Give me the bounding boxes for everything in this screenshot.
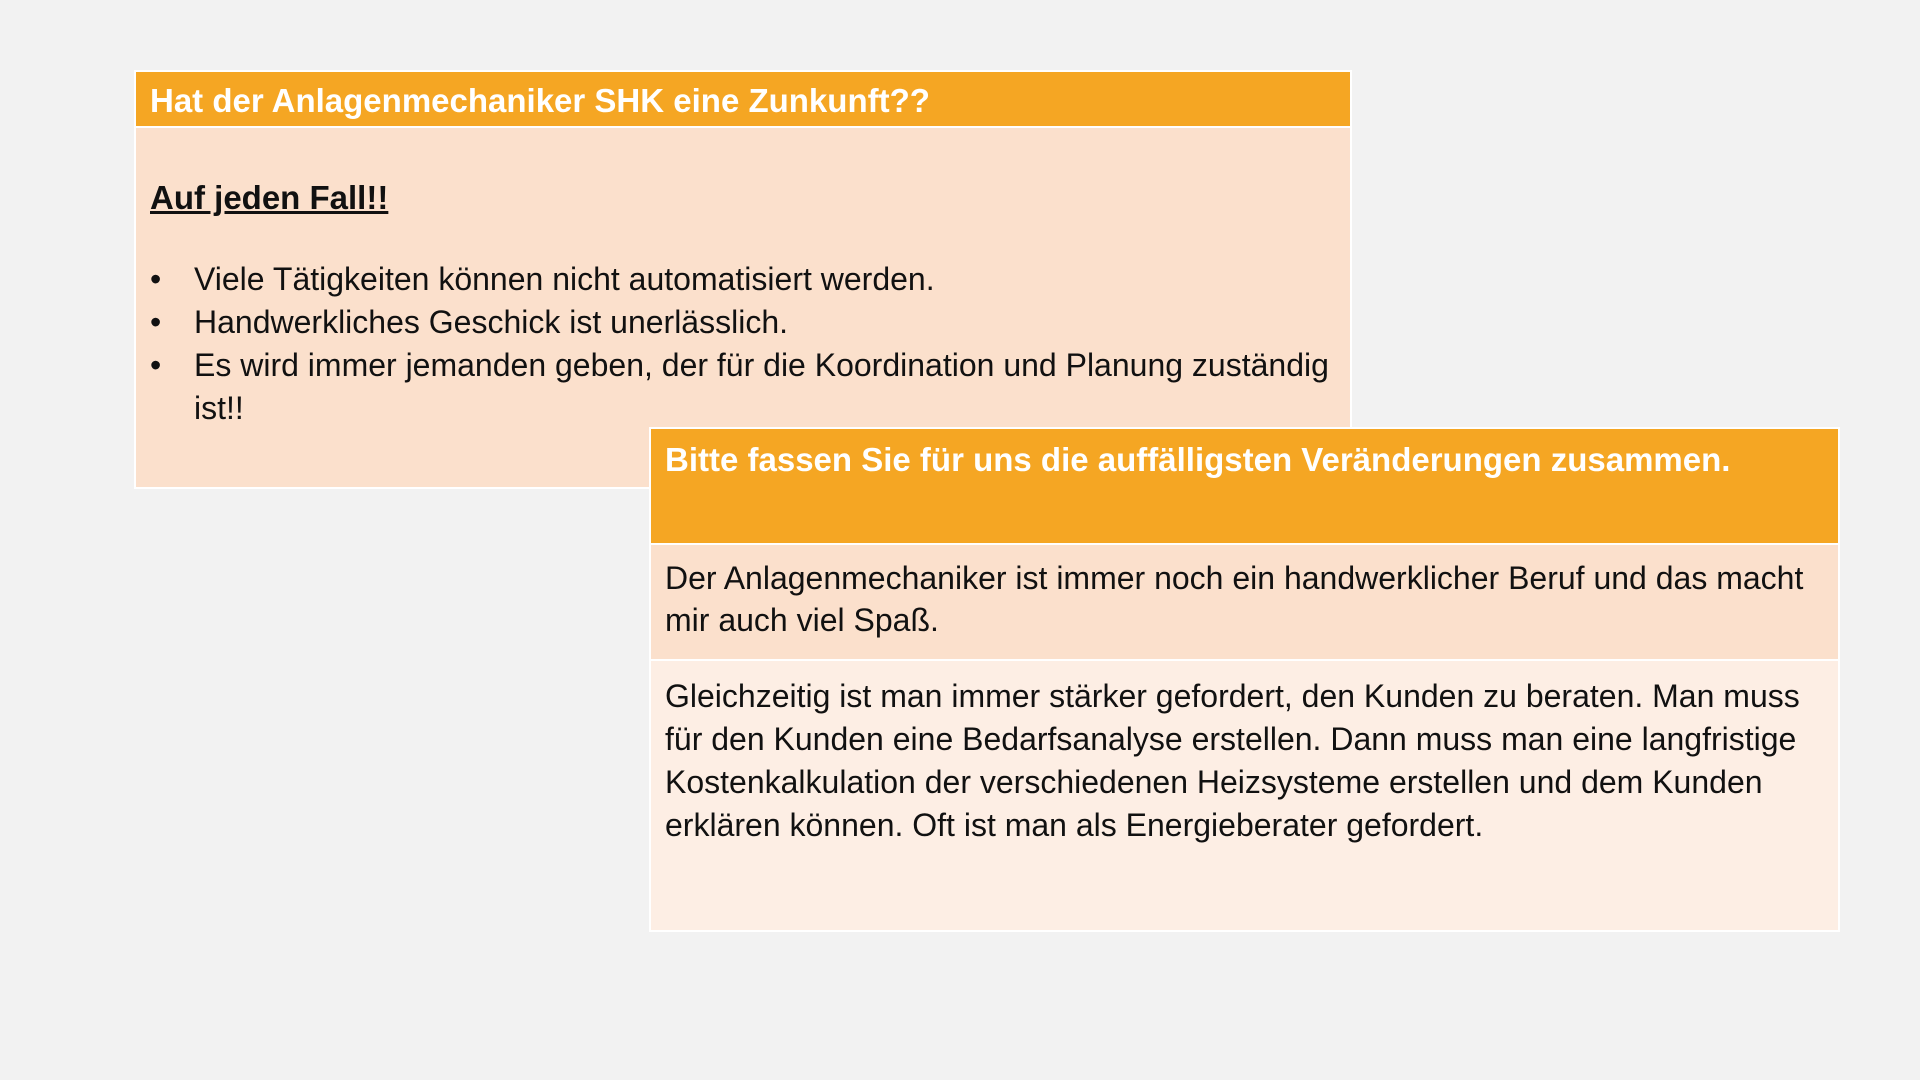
bullet-icon: • [150,346,162,383]
list-item-text: Handwerkliches Geschick ist unerlässlich. [194,303,788,340]
list-item [150,344,1336,430]
list-item [150,301,1336,344]
changes-row-consulting [649,661,1840,932]
list-item-text: Viele Tätigkeiten können nicht automatisiert werden. [194,260,935,297]
future-table-header: Hat der Anlagenmechaniker SHK eine Zunkunft?? [134,70,1352,128]
bullet-icon: • [150,303,162,340]
changes-row-craft [649,545,1840,661]
list-item-text: Es wird immer jemanden geben, der für die Koordination und Planung zuständig ist!! [194,346,1329,426]
changes-row-consulting-text: Gleichzeitig ist man immer stärker gefordert, den Kunden zu beraten. Man muss für den Kunden eine Bedarfsanalyse erstellen. Dann muss man eine langfristige Kostenkalkulation der verschiedenen Heizsysteme erstellen und dem Kunden erklären können. Oft ist man als Energieberater gefordert. [665,678,1800,843]
bullet-icon: • [150,260,162,297]
changes-row-craft-text: Der Anlagenmechaniker ist immer noch ein handwerklicher Beruf und das macht mir auch viel Spaß. [665,560,1804,638]
future-bullet-list [150,258,1336,430]
changes-table-header: Bitte fassen Sie für uns die auffälligsten Veränderungen zusammen. [649,427,1840,545]
list-item [150,258,1336,301]
changes-table [649,427,1840,932]
future-subheading: Auf jeden Fall!! [150,179,389,216]
